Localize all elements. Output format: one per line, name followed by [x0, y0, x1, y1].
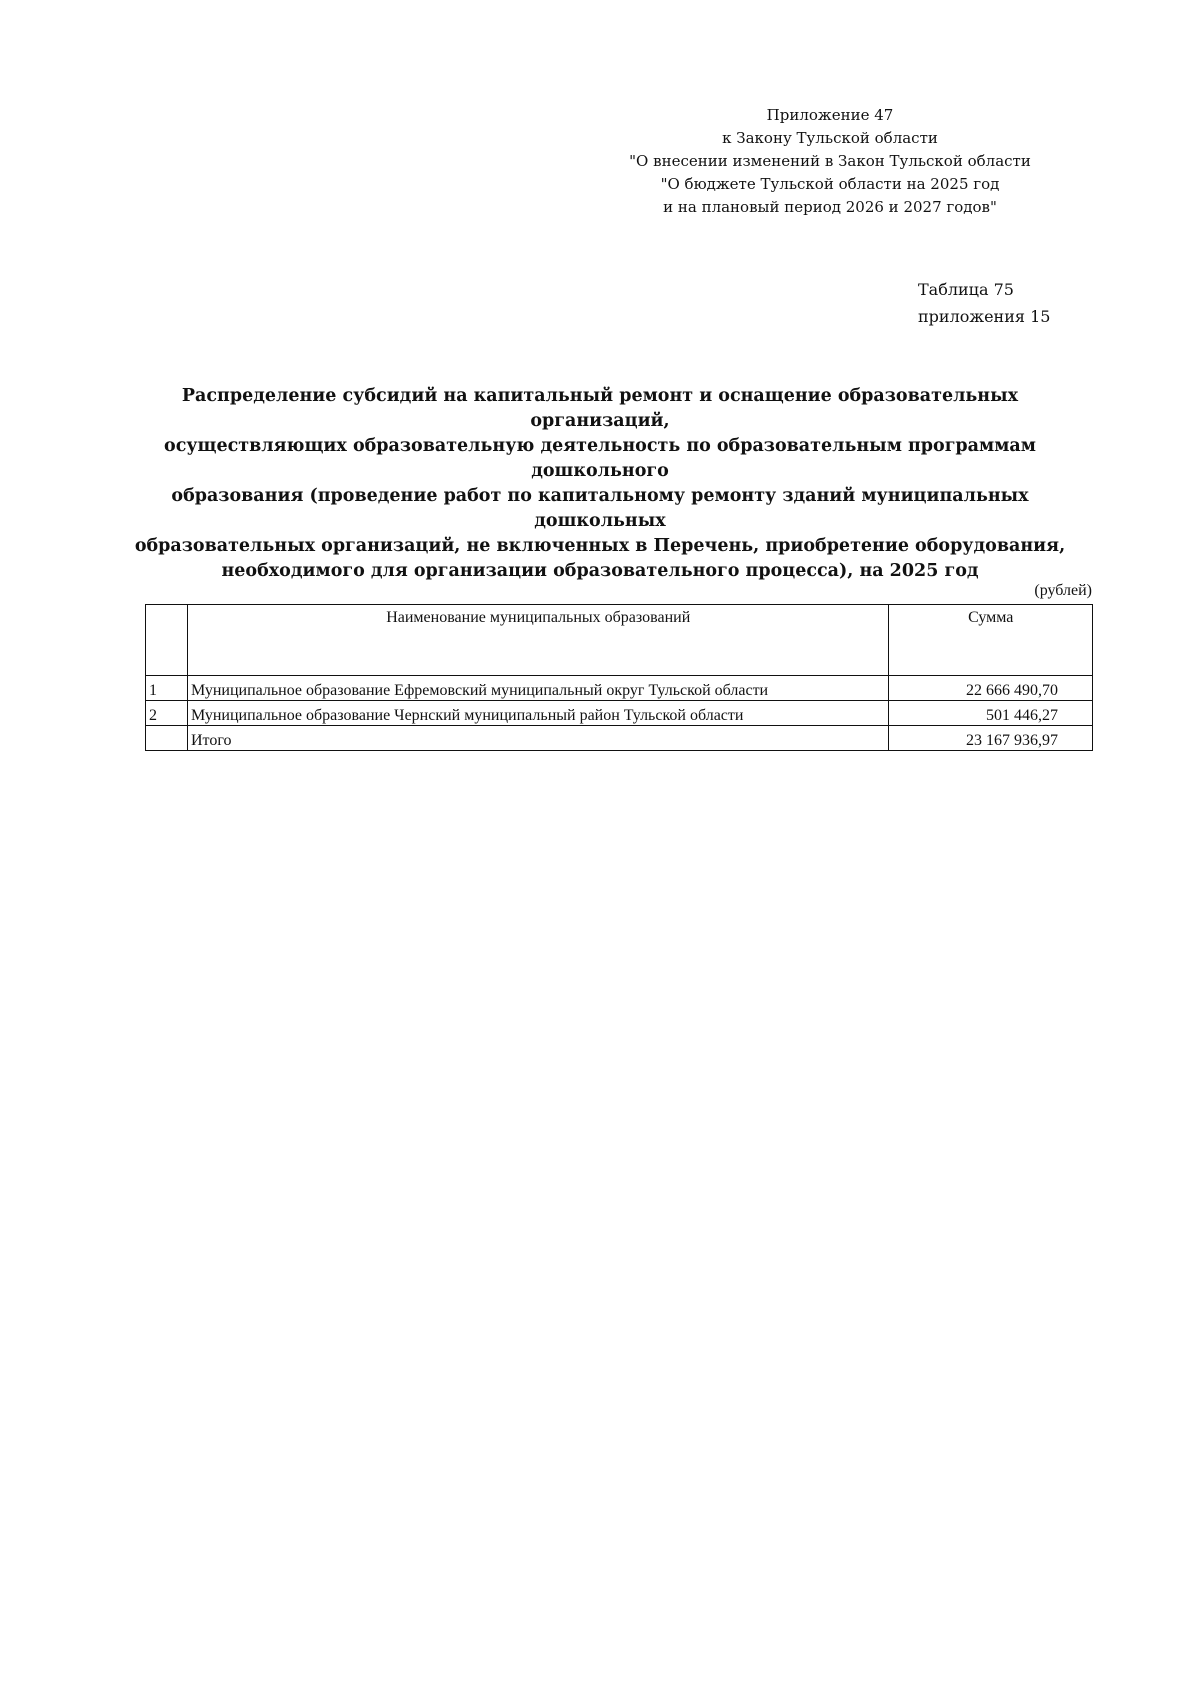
row-num: 2: [146, 701, 188, 726]
title-line: осуществляющих образовательную деятельность по образовательным программам дошкольного: [164, 436, 1036, 481]
header-sum: Сумма: [889, 605, 1093, 676]
appendix-number: приложения 15: [918, 307, 1051, 326]
row-name: Муниципальное образование Чернский муниципальный район Тульской области: [188, 701, 889, 726]
title-line: образовательных организаций, не включенных в Перечень, приобретение оборудования,: [134, 536, 1066, 556]
total-num: [146, 726, 188, 751]
row-sum: 22 666 490,70: [889, 676, 1093, 701]
table-reference: [918, 276, 1118, 330]
units-label: (рублей): [1034, 582, 1092, 599]
row-num: 1: [146, 676, 188, 701]
total-sum: 23 167 936,97: [889, 726, 1093, 751]
header-num: [146, 605, 188, 676]
title-line: образования (проведение работ по капитальному ремонту зданий муниципальных дошкольных: [171, 486, 1029, 531]
annex-header: [620, 104, 1040, 219]
distribution-table: [145, 604, 1093, 751]
total-label: Итого: [188, 726, 889, 751]
header-name: Наименование муниципальных образований: [188, 605, 889, 676]
table-row: [146, 701, 1093, 726]
table-total-row: [146, 726, 1093, 751]
table-header-row: [146, 605, 1093, 676]
table-row: [146, 676, 1093, 701]
title-line: Распределение субсидий на капитальный ремонт и оснащение образовательных организаций,: [181, 386, 1019, 431]
annex-line: к Закону Тульской области: [722, 129, 938, 147]
annex-line: и на плановый период 2026 и 2027 годов": [663, 198, 997, 216]
row-sum: 501 446,27: [889, 701, 1093, 726]
annex-line: "О внесении изменений в Закон Тульской области: [629, 152, 1031, 170]
title-line: необходимого для организации образовательного процесса), на 2025 год: [221, 561, 979, 581]
row-name: Муниципальное образование Ефремовский муниципальный округ Тульской области: [188, 676, 889, 701]
annex-line: "О бюджете Тульской области на 2025 год: [660, 175, 1000, 193]
table-number: Таблица 75: [918, 280, 1014, 299]
annex-line: Приложение 47: [766, 106, 894, 124]
document-title: [130, 384, 1070, 584]
